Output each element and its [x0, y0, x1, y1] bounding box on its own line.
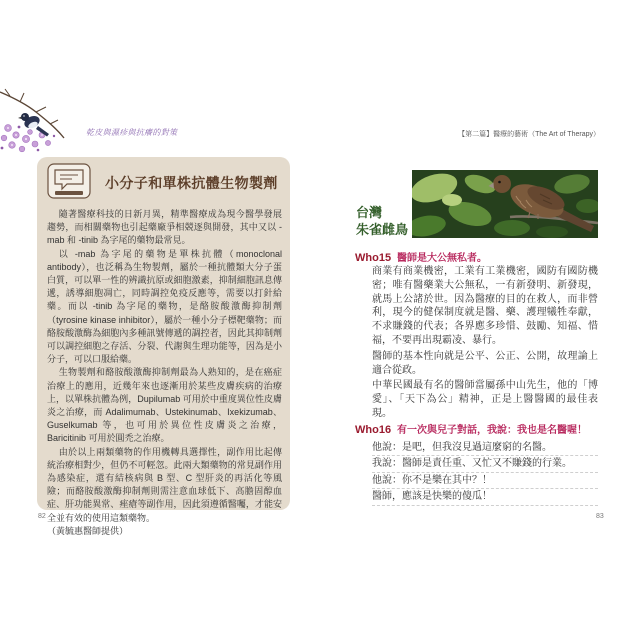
dialogue-line: 醫師，應該是快樂的傻瓜！	[372, 489, 598, 506]
who15-title: 醫師是大公無私者。	[397, 253, 487, 264]
who15-paragraph: 商業有商業機密，工業有工業機密，國防有國防機密；唯有醫藥業大公無私，一有新發明、新發現，就馬上公諸於世。因為醫療的目的在救人，而非營利，現今的健保制度就是醫、藥、護理犧牲奉獻，不求賺錢的代表；各界應多珍惜、鼓勵、知福、惜福，不要再出現霸凌、暴行。	[372, 266, 598, 346]
right-page-content	[355, 251, 598, 506]
who16-label: Who16	[355, 423, 392, 436]
who16-title: 有一次與兒子對話，我說：我也是名醫喔！	[397, 424, 587, 436]
who16-dialogue	[372, 440, 598, 506]
photo-caption	[356, 204, 408, 238]
who15-heading	[355, 251, 598, 265]
sidebar-paragraph: 以 -mab 為字尾的藥物是單株抗體（monoclonal antibody），也泛稱為生物製劑，屬於一種抗體類大分子蛋白質，可以單一性的辨識抗原或細胞激素，抑制細胞訊息傳遞，誘導細胞凋亡，同時調控免疫反應等，需要以打針給藥。而以 -tinib 為字尾的藥物，是酪胺酸激酶抑制劑（tyrosine kinase inhibitor），屬於一種小分子標靶藥物；而酪胺酸激酶為細胞內多種訊號傳遞的調控者，因此其抑制劑可以調控細胞之存活、分裂、代謝與生理功能等，因為是小分子，可以口服給藥。	[47, 248, 282, 365]
who15-body	[372, 265, 598, 421]
rosefinch-photo	[412, 170, 598, 238]
dialogue-line: 我說：醫師是責任重、又忙又不賺錢的行業。	[372, 456, 598, 473]
sidebar-title: 小分子和單株抗體生物製劑	[105, 175, 278, 191]
sidebar-paragraph: 隨著醫療科技的日新月異，精準醫療成為現今醫學發展趨勢，而相關藥物也引起藥廠爭相競逐與開發，其中又以 -mab 和 -tinib 為字尾的藥物最常見。	[47, 209, 282, 246]
running-header-right: 【第二篇】醫療的藝術（The Art of Therapy）	[458, 131, 600, 138]
running-header-left: 乾皮與濕疹與抗癢的對策	[86, 128, 178, 137]
plum-blossom-bird-ornament-icon	[0, 88, 80, 158]
dialogue-line: 他說：你不是樂在其中？！	[372, 473, 598, 490]
who16-heading	[355, 423, 598, 437]
doctor-tip-icon	[47, 163, 91, 199]
photo-caption-line: 台灣	[356, 205, 383, 220]
sidebar-paragraph: 生物製劑和酪胺酸激酶抑制劑最為人熟知的，是在癌症治療上的應用，近幾年來也逐漸用於某些皮膚疾病的治療上，以單株抗體為例，Dupilumab 可用於中重度異位性皮膚炎之治療，而 Adalimumab、Ustekinumab、Ixekizumab、Guselkumab 等，也可用於異位性皮膚炎之治療，Baricitinib 可用於圓禿之治療。	[47, 367, 282, 444]
sidebar-body	[47, 208, 282, 538]
photo-caption-line: 朱雀雌鳥	[356, 222, 409, 237]
who15-paragraph: 中華民國最有名的醫師當屬孫中山先生，他的「博愛」、「天下為公」精神，正是上醫醫國的最佳表現。	[372, 380, 598, 419]
who15-label: Who15	[355, 252, 392, 264]
page-number-right: 83	[596, 513, 604, 520]
sidebar-attribution: （黃毓惠醫師提供）	[47, 525, 129, 536]
page-number-left: 82	[38, 513, 46, 520]
dialogue-line: 他說：是吧，但我沒見過這麼窮的名醫。	[372, 440, 598, 457]
who15-paragraph: 醫師的基本性向就是公平、公正、公開，故理論上適合從政。	[372, 350, 598, 376]
sidebar-paragraph: 由於以上兩類藥物的作用機轉具選擇性，副作用比起傳統治療相對少，但仍不可輕忽。此兩大類藥物的常見副作用為感染症，還有結核病與 B 型、C 型肝炎的再活化等風險；而酪胺酸激酶抑制劑則需注意血球低下、高膽固醇血症、肝功能異常、痤瘡等副作用，因此須遵循醫囑，才能安全並有效的使用這類藥物。	[47, 446, 282, 523]
